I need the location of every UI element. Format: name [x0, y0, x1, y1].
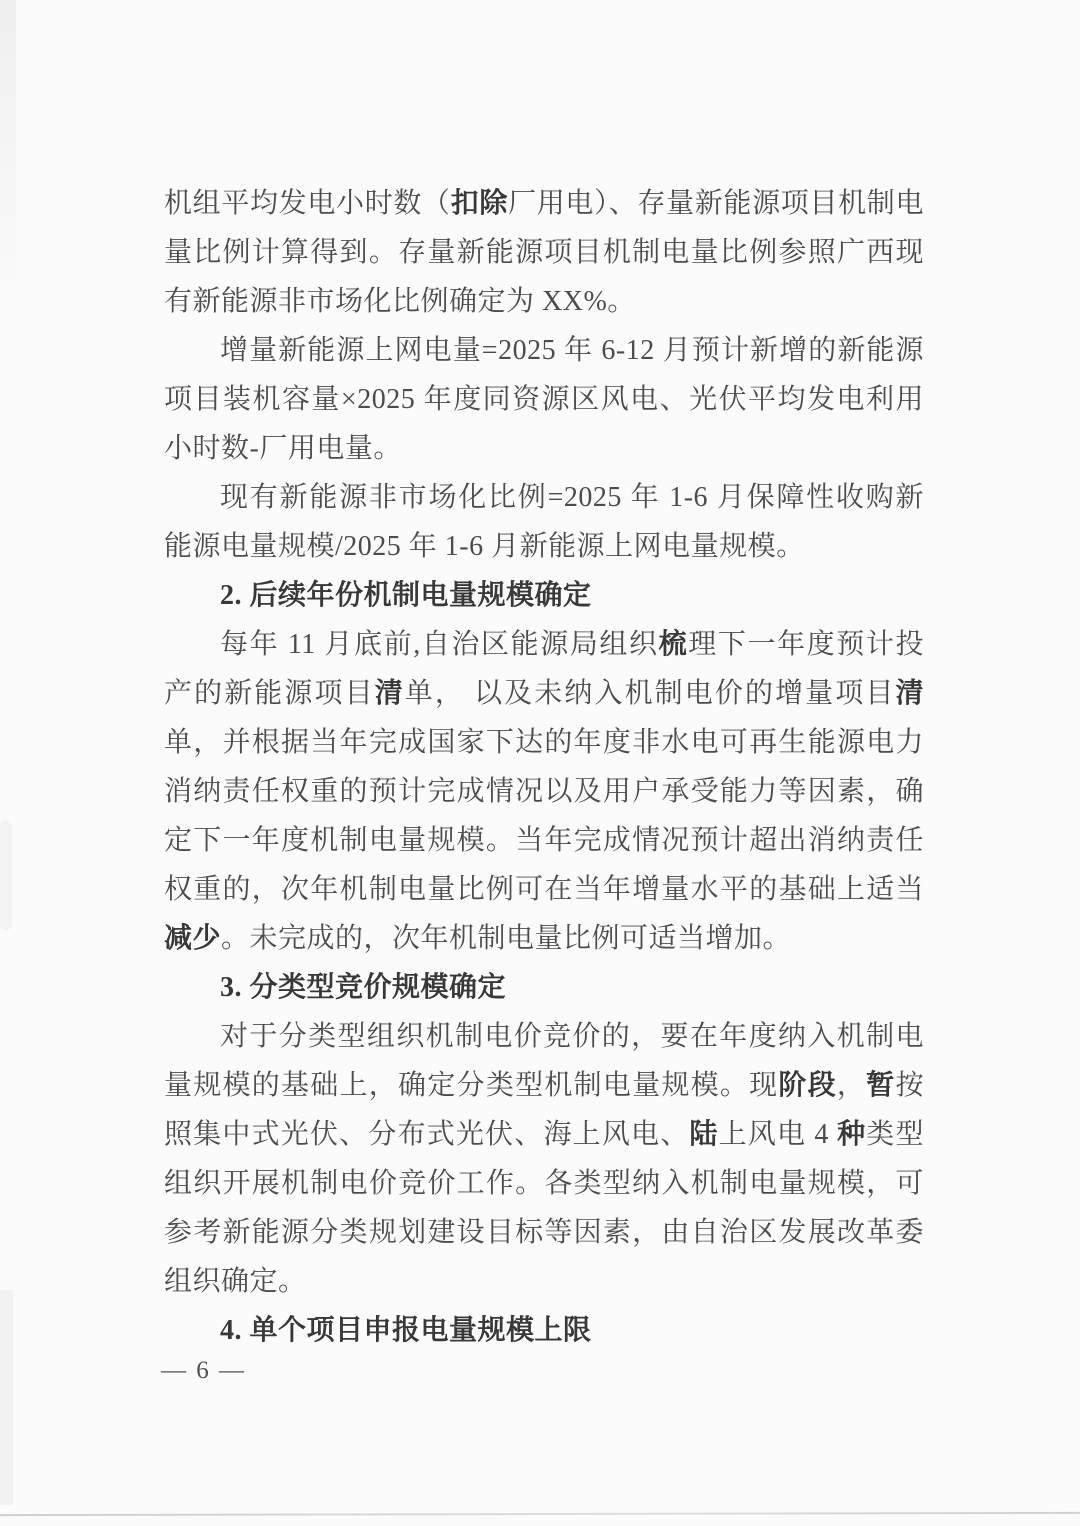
body-paragraph-annual-scale-determination: [164, 620, 924, 963]
bold-text-run: 2. 后续年份机制电量规模确定: [220, 580, 592, 611]
text-run: 单，并根据当年完成国家下达的年度非水电可再生能源电力消纳责任权重的预计完成情况以及用户承受能力等因素，确定下一年度机制电量规模。当年完成情况预计超出消纳责任权重的，次年机制电量比例可在当年增量水平的基础上适当: [164, 727, 924, 905]
scan-bottom-edge-line: [0, 1512, 1080, 1516]
text-run: 厂用电）、存量新能源项目机制电量比例计算得到。存量新能源项目机制电量比例参照广西现有新能源非市场化比例确定为 XX%。: [164, 188, 924, 317]
text-run: 机组平均发电小时数（: [164, 188, 451, 219]
text-run: 理下一年度预计投产的新能源项目: [164, 629, 924, 709]
text-run: 类型组织开展机制电价竞价工作。各类型纳入机制电量规模，可参考新能源分类规划建设目标等因素，由自治区发展改革委组织确定。: [164, 1119, 924, 1297]
text-run: 增量新能源上网电量=2025 年 6-12 月预计新增的新能源项目装机容量×2025 年度同资源区风电、光伏平均发电利用小时数-厂用电量。: [164, 335, 924, 464]
section-heading-3: [164, 963, 924, 1012]
bold-text-run: 4. 单个项目申报电量规模上限: [220, 1315, 592, 1346]
scan-smudge-mid-left: [0, 820, 12, 930]
text-run: 上风电 4: [718, 1119, 838, 1150]
body-paragraph-category-bidding: [164, 1012, 924, 1306]
bold-text-run: 梳: [658, 629, 689, 660]
text-run: 按照集中式光伏、分布式光伏、海上风电、: [164, 1070, 924, 1150]
scan-smudge-bottom-left: [0, 1290, 13, 1505]
bold-text-run: 种: [837, 1119, 867, 1150]
body-paragraph-incremental-energy-formula: [164, 326, 924, 473]
bold-text-run: 扣除: [450, 188, 509, 219]
bold-text-run: 3. 分类型竞价规模确定: [220, 972, 507, 1003]
page-number: — 6 —: [161, 1357, 246, 1384]
text-run: 每年 11 月底前,自治区能源局组织: [220, 629, 659, 660]
text-run: 对于分类型组织机制电价竞价的，要在年度纳入机制电量规模的基础上，确定分类型机制电量规模。现: [164, 1021, 924, 1101]
text-run: 单， 以及未纳入机制电价的增量项目: [404, 678, 896, 709]
text-run: 现有新能源非市场化比例=2025 年 1-6 月保障性收购新能源电量规模/2025 年 1-6 月新能源上网电量规模。: [164, 482, 924, 562]
document-body: [164, 179, 924, 1355]
scan-smudge-top-left: [0, 0, 16, 320]
bold-text-run: 清: [374, 678, 405, 709]
bold-text-run: 阶段: [778, 1070, 837, 1101]
bold-text-run: 清: [895, 678, 924, 709]
bold-text-run: 减少: [164, 923, 222, 954]
bold-text-run: 陆: [689, 1119, 719, 1150]
bold-text-run: 暂: [866, 1070, 896, 1101]
body-paragraph-nonmarket-ratio-formula: [164, 473, 924, 571]
text-run: 。未完成的，次年机制电量比例可适当增加。: [221, 923, 792, 954]
section-heading-2: [164, 571, 924, 620]
text-run: ，: [836, 1070, 867, 1101]
section-heading-4: [164, 1306, 924, 1355]
body-paragraph-continuation: [164, 179, 924, 326]
